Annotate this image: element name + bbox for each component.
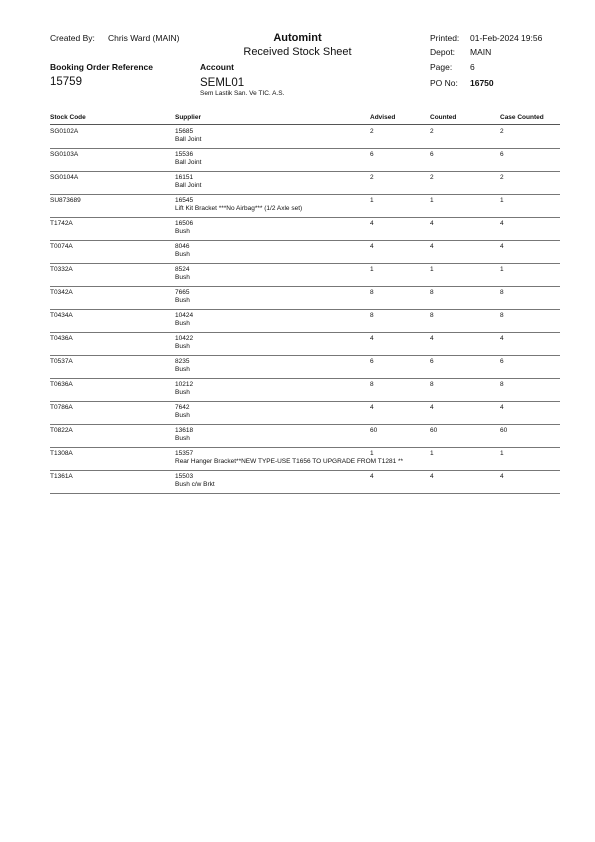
col-stock-code: Stock Code (50, 114, 86, 121)
case-counted-qty: 2 (500, 174, 504, 181)
supplier-code: 8235 (175, 358, 190, 365)
counted-qty: 1 (430, 450, 434, 457)
stock-code: T0786A (50, 404, 73, 411)
counted-qty: 4 (430, 335, 434, 342)
case-counted-qty: 4 (500, 243, 504, 250)
col-advised: Advised (370, 114, 396, 121)
col-case-counted: Case Counted (500, 114, 544, 121)
advised-qty: 4 (370, 404, 374, 411)
supplier-code: 15536 (175, 151, 194, 158)
stock-code: T1308A (50, 450, 73, 457)
case-counted-qty: 4 (500, 220, 504, 227)
counted-qty: 4 (430, 473, 434, 480)
stock-code: T0434A (50, 312, 73, 319)
stock-code: T0332A (50, 266, 73, 273)
booking-ref-value: 15759 (50, 76, 82, 88)
stock-code: T1361A (50, 473, 73, 480)
item-description: Ball Joint (175, 136, 202, 143)
item-description: Bush (175, 412, 190, 419)
table-header (50, 114, 560, 124)
advised-qty: 2 (370, 174, 374, 181)
item-description: Bush (175, 274, 190, 281)
table-row (50, 195, 560, 218)
stock-code: SU873689 (50, 197, 81, 204)
created-by-value: Chris Ward (MAIN) (108, 33, 180, 43)
item-description: Ball Joint (175, 159, 202, 166)
stock-code: T0342A (50, 289, 73, 296)
case-counted-qty: 2 (500, 128, 504, 135)
item-description: Lift Kit Bracket ***No Airbag*** (1/2 Axle set) (175, 205, 303, 212)
supplier-code: 15357 (175, 450, 194, 457)
po-label: PO No: (430, 78, 458, 88)
depot-value: MAIN (470, 47, 492, 57)
advised-qty: 4 (370, 335, 374, 342)
table-row (50, 356, 560, 379)
advised-qty: 4 (370, 220, 374, 227)
case-counted-qty: 4 (500, 404, 504, 411)
created-by-label: Created By: (50, 33, 95, 43)
counted-qty: 2 (430, 128, 434, 135)
counted-qty: 6 (430, 358, 434, 365)
advised-qty: 1 (370, 266, 374, 273)
case-counted-qty: 8 (500, 381, 504, 388)
item-description: Bush (175, 435, 190, 442)
case-counted-qty: 60 (500, 427, 508, 434)
supplier-code: 15503 (175, 473, 194, 480)
supplier-code: 10422 (175, 335, 194, 342)
table-row (50, 471, 560, 494)
po-number: 16750 (470, 78, 494, 88)
stock-code: T0636A (50, 381, 73, 388)
case-counted-qty: 1 (500, 266, 504, 273)
supplier-code: 7665 (175, 289, 190, 296)
counted-qty: 2 (430, 174, 434, 181)
item-description: Bush (175, 343, 190, 350)
table-row (50, 310, 560, 333)
advised-qty: 6 (370, 151, 374, 158)
counted-qty: 1 (430, 266, 434, 273)
table-row (50, 149, 560, 172)
supplier-code: 8524 (175, 266, 190, 273)
table-row (50, 264, 560, 287)
stock-code: SG0102A (50, 128, 79, 135)
booking-ref-label: Booking Order Reference (50, 62, 153, 72)
depot-label: Depot: (430, 47, 456, 57)
table-row (50, 172, 560, 195)
stock-table (50, 126, 560, 494)
item-description: Bush (175, 320, 190, 327)
counted-qty: 4 (430, 243, 434, 250)
table-row (50, 126, 560, 149)
col-counted: Counted (430, 114, 457, 121)
page-number: 6 (470, 62, 475, 72)
report-title: Received Stock Sheet (243, 46, 352, 58)
item-description: Rear Hanger Bracket**NEW TYPE-USE T1656 TO UPGRADE FROM T1281 ** (175, 458, 404, 465)
case-counted-qty: 4 (500, 335, 504, 342)
supplier-code: 13618 (175, 427, 194, 434)
case-counted-qty: 1 (500, 197, 504, 204)
item-description: Bush (175, 228, 190, 235)
advised-qty: 8 (370, 289, 374, 296)
printed-value: 01-Feb-2024 19:56 (470, 33, 543, 43)
table-row (50, 241, 560, 264)
case-counted-qty: 6 (500, 151, 504, 158)
table-row (50, 448, 560, 471)
supplier-code: 16545 (175, 197, 194, 204)
advised-qty: 60 (370, 427, 378, 434)
counted-qty: 4 (430, 404, 434, 411)
stock-code: T0822A (50, 427, 73, 434)
table-row (50, 287, 560, 310)
page-label: Page: (430, 62, 453, 72)
item-description: Bush (175, 389, 190, 396)
counted-qty: 1 (430, 197, 434, 204)
supplier-code: 10424 (175, 312, 194, 319)
printed-label: Printed: (430, 33, 460, 43)
counted-qty: 8 (430, 312, 434, 319)
advised-qty: 8 (370, 312, 374, 319)
advised-qty: 8 (370, 381, 374, 388)
stock-code: T0537A (50, 358, 73, 365)
case-counted-qty: 8 (500, 312, 504, 319)
company-name: Automint (273, 32, 322, 44)
stock-code: SG0104A (50, 174, 79, 181)
advised-qty: 1 (370, 450, 374, 457)
table-row (50, 379, 560, 402)
supplier-code: 10212 (175, 381, 194, 388)
col-supplier: Supplier (175, 114, 202, 121)
account-label: Account (200, 62, 234, 72)
counted-qty: 4 (430, 220, 434, 227)
stock-code: T0074A (50, 243, 73, 250)
advised-qty: 4 (370, 473, 374, 480)
stock-code: SG0103A (50, 151, 79, 158)
counted-qty: 60 (430, 427, 438, 434)
item-description: Bush c/w Brkt (175, 481, 215, 488)
item-description: Ball Joint (175, 182, 202, 189)
table-row (50, 402, 560, 425)
advised-qty: 6 (370, 358, 374, 365)
advised-qty: 4 (370, 243, 374, 250)
counted-qty: 8 (430, 381, 434, 388)
item-description: Bush (175, 366, 190, 373)
counted-qty: 8 (430, 289, 434, 296)
supplier-code: 16506 (175, 220, 194, 227)
supplier-code: 16151 (175, 174, 194, 181)
account-name: Sem Lastik San. Ve TIC. A.S. (200, 90, 285, 97)
case-counted-qty: 6 (500, 358, 504, 365)
supplier-code: 8046 (175, 243, 190, 250)
stock-code: T1742A (50, 220, 73, 227)
advised-qty: 1 (370, 197, 374, 204)
case-counted-qty: 4 (500, 473, 504, 480)
supplier-code: 7642 (175, 404, 190, 411)
table-row (50, 425, 560, 448)
account-code: SEML01 (200, 77, 245, 89)
header-rule (50, 124, 560, 125)
table-row (50, 218, 560, 241)
stock-code: T0436A (50, 335, 73, 342)
counted-qty: 6 (430, 151, 434, 158)
advised-qty: 2 (370, 128, 374, 135)
item-description: Bush (175, 251, 190, 258)
table-row (50, 333, 560, 356)
item-description: Bush (175, 297, 190, 304)
supplier-code: 15685 (175, 128, 194, 135)
case-counted-qty: 8 (500, 289, 504, 296)
case-counted-qty: 1 (500, 450, 504, 457)
